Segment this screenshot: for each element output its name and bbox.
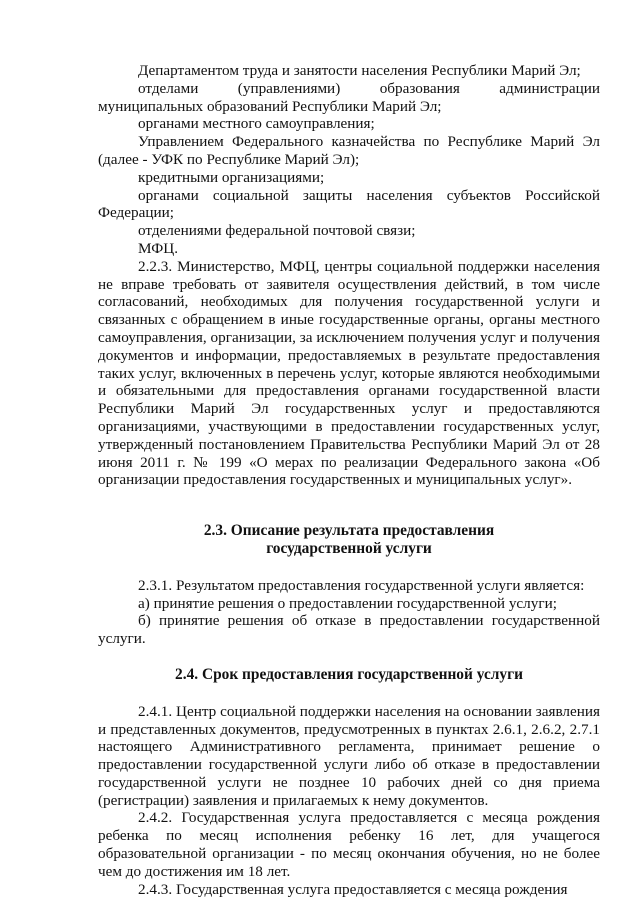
paragraph-2-2-3: 2.2.3. Министерство, МФЦ, центры социальной поддержки населения не вправе требовать от заявителя осуществления действий, в том числе согласований, необходимых для получения государственной услуги и связанных с обращением в иные государственные органы, органы местного самоуправления, организации, за исключением получения услуг и получения документов и информации, предоставляемых в результате предоставления таких услуг, включенных в перечень услуг, которые являются необходимыми и обязательными для предоставления органами государственной власти Республики Марий Эл государственных услуг и предоставляются организациями, участвующими в предоставлении государственных услуг, утвержденный постановлением Правительства Республики Марий Эл от 28 июня 2011 г. № 199 «О мерах по реализации Федерального закона «Об организации предоставления государственных и муниципальных услуг».: [98, 257, 600, 489]
paragraph-2-4-3: 2.4.3. Государственная услуга предоставляется с месяца рождения: [138, 880, 568, 898]
list-item: кредитными организациями;: [138, 168, 325, 186]
list-item: Управлением Федерального казначейства по Республике Марий Эл (далее - УФК по Республике Марий Эл);: [98, 133, 600, 168]
list-item: МФЦ.: [138, 239, 179, 257]
section-heading-2-4: 2.4. Срок предоставления государственной услуги: [175, 665, 523, 683]
section-heading-2-3: [98, 522, 600, 558]
heading-line: 2.3. Описание результата предоставления: [203, 522, 495, 540]
paragraph-2-4-1: 2.4.1. Центр социальной поддержки населения на основании заявления и представленных документов, предусмотренных в пунктах 2.6.1, 2.6.2, 2.7.1 настоящего Административного регламента, принимает решение о предоставлении государственной услуги либо об отказе в предоставлении государственной услуги не позднее 10 рабочих дней со дня приема (регистрации) заявления и прилагаемых к нему документов.: [98, 702, 600, 809]
list-item: органами социальной защиты населения субъектов Российской Федерации;: [98, 186, 600, 222]
document-page: [98, 62, 600, 898]
heading-line: государственной услуги: [266, 539, 432, 557]
list-item: Департаментом труда и занятости населения Республики Марий Эл;: [138, 62, 581, 79]
list-item: отделениями федеральной почтовой связи;: [138, 222, 416, 240]
paragraph-2-3-1: 2.3.1. Результатом предоставления государственной услуги является:: [138, 576, 585, 594]
paragraph-2-4-2: 2.4.2. Государственная услуга предоставляется с месяца рождения ребенка по месяц исполнения ребенку 16 лет, для учащегося образовательной организации - по месяц окончания обучения, но не более чем до достижения им 18 лет.: [98, 809, 600, 880]
list-item: отделами (управлениями) образования администрации муниципальных образований Республики Марий Эл;: [98, 79, 600, 115]
list-item: органами местного самоуправления;: [138, 115, 375, 133]
list-item-a: а) принятие решения о предоставлении государственной услуги;: [138, 594, 557, 612]
list-item-b: б) принятие решения об отказе в предоставлении государственной услуги.: [98, 612, 600, 648]
